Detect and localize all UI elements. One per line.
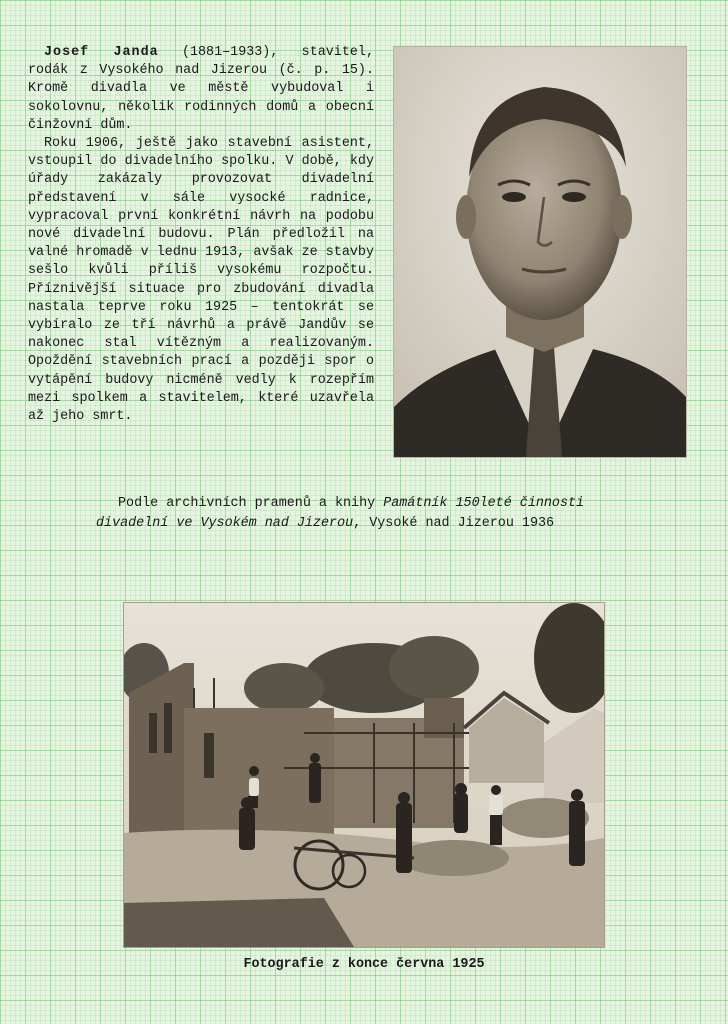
bio-paragraph-1-text: (1881–1933), stavitel, rodák z Vysokého nad Jizerou (č. p. 15). Kromě divadla ve městě vybudoval i sokolovnu, několik rodinných domů a obecní činžovní dům. <box>28 45 374 133</box>
book-title-line-1: Památník 150leté činnosti <box>383 496 585 511</box>
source-suffix: , Vysoké nad Jizerou 1936 <box>353 516 555 531</box>
photo-caption: Fotografie z konce června 1925 <box>243 957 485 972</box>
construction-image <box>124 603 604 947</box>
portrait-photo <box>394 47 686 457</box>
bio-paragraph-2: Roku 1906, ještě jako stavební asistent, vstoupil do divadelního spolku. V době, kdy úřady zakázaly provozovat divadelní představení v sále vysocké radnice, vypracoval první konkrétní návrh na podobu nové divadelní budovu. Plán předložil na valné hromadě v lednu 1913, avšak ze stavby sešlo kvůli příliš vysokému rozpočtu. Příznivější situace pro zbudování divadla nastala teprve roku 1925 – tentokrát se vybíralo ze tří návrhů a právě Jandův se nakonec stal vítězným a realizovaným. Opoždění stavebních prací a později spor o vytápění budovy nicméně vedly k rozepřím mezi spolkem a stavitelem, které uzavřela až jeho smrt. <box>28 136 374 425</box>
person-name: Josef Janda <box>44 45 159 60</box>
portrait-image <box>394 47 686 457</box>
biography-text <box>28 44 374 426</box>
source-line-2 <box>96 516 554 531</box>
source-prefix: Podle archivních pramenů a knihy <box>118 496 384 511</box>
bio-paragraph-1 <box>28 44 374 135</box>
construction-photo <box>124 603 604 947</box>
source-citation <box>96 494 696 534</box>
book-title-line-2: divadelní ve Vysokém nad Jizerou <box>96 516 354 531</box>
source-line-1 <box>96 494 696 514</box>
